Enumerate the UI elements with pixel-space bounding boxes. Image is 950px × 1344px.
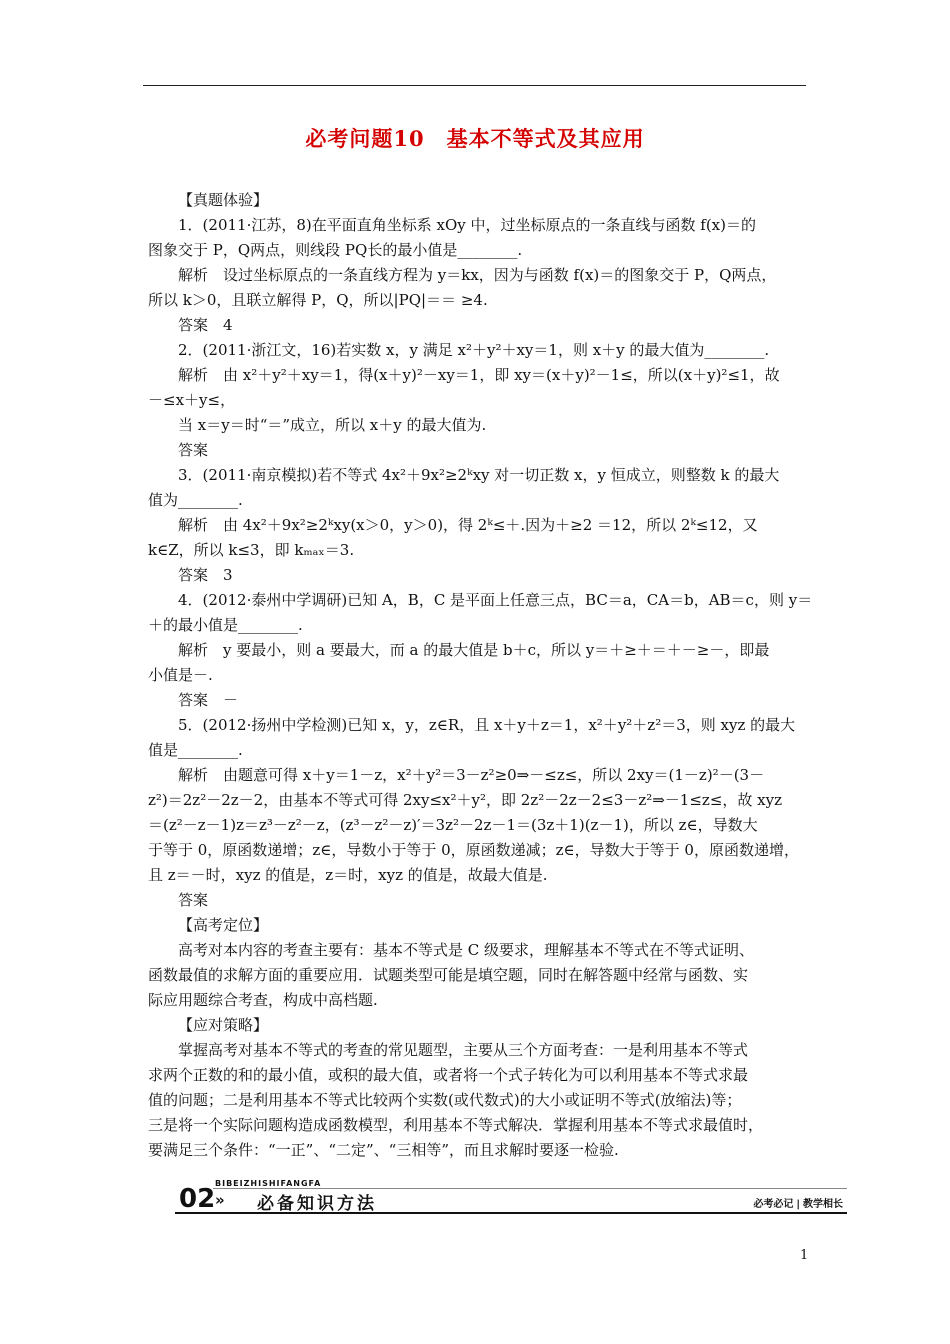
banner-arrow-icon: » <box>215 1191 225 1209</box>
banner-pinyin: BIBEIZHISHIFANGFA <box>215 1179 322 1188</box>
text-line: －≤x＋y≤， <box>148 391 236 409</box>
text-line: 高考对本内容的考查主要有：基本不等式是 C 级要求，理解基本不等式在不等式证明、 <box>178 941 755 959</box>
text-line: 值是________. <box>148 741 243 759</box>
banner-bottom-line <box>175 1212 847 1214</box>
text-line: 际应用题综合考查，构成中高档题. <box>148 991 378 1009</box>
banner-title: 必备知识方法 <box>257 1194 377 1214</box>
text-line: z²)＝2z²－2z－2，由基本不等式可得 2xy≤x²＋y²，即 2z²－2z－2≤3－z²⇒－1≤z≤，故 xyz <box>148 791 782 809</box>
text-line: 3．(2011·南京模拟)若不等式 4x²＋9x²≥2ᵏxy 对一切正数 x，y 恒成立，则整数 k 的最大 <box>178 466 780 484</box>
text-line: 答案 3 <box>178 566 233 584</box>
top-rule <box>143 85 806 86</box>
text-line: 解析 由题意可得 x＋y＝1－z，x²＋y²＝3－z²≥0⇒－≤z≤，所以 2xy＝(1－z)²－(3－ <box>178 766 765 784</box>
banner-right-sep: | <box>796 1199 800 1210</box>
banner-number: 02 <box>179 1184 216 1214</box>
text-line: 1．(2011·江苏，8)在平面直角坐标系 xOy 中，过坐标原点的一条直线与函数 f(x)＝的 <box>178 216 756 234</box>
text-line: 【真题体验】 <box>178 191 269 209</box>
document-body <box>148 188 813 1163</box>
banner-right-label <box>753 1195 843 1210</box>
section-banner <box>175 1178 847 1218</box>
banner-right-left: 必考必记 <box>753 1199 794 1210</box>
text-line: 解析 由 4x²＋9x²≥2ᵏxy(x＞0，y＞0)，得 2ᵏ≤＋.因为＋≥2 ＝12，所以 2ᵏ≤12，又 <box>178 516 758 534</box>
text-line: 值为________. <box>148 491 243 509</box>
text-line: ＋的最小值是________. <box>148 616 303 634</box>
text-line: 4．(2012·泰州中学调研)已知 A，B，C 是平面上任意三点，BC＝a，CA＝b，AB＝c，则 y＝ <box>178 591 813 609</box>
text-line: 5．(2012·扬州中学检测)已知 x，y，z∈R，且 x＋y＋z＝1，x²＋y²＋z²＝3，则 xyz 的最大 <box>178 716 796 734</box>
text-line: 【应对策略】 <box>178 1016 269 1034</box>
text-line: 答案 － <box>178 691 239 709</box>
text-line: 三是将一个实际问题构造成函数模型，利用基本不等式解决．掌握利用基本不等式求最值时， <box>148 1116 764 1134</box>
text-line: 【高考定位】 <box>178 916 269 934</box>
page-number: 1 <box>800 1248 809 1263</box>
text-line: 于等于 0，原函数递增；z∈，导数小于等于 0，原函数递减；z∈，导数大于等于 0，原函数递增， <box>148 841 799 859</box>
text-line: 小值是－. <box>148 666 213 684</box>
text-line: 值的问题；二是利用基本不等式比较两个实数(或代数式)的大小或证明不等式(放缩法)等； <box>148 1091 742 1109</box>
text-line: 答案 4 <box>178 316 233 334</box>
text-line: 解析 y 要最小，则 a 要最大，而 a 的最大值是 b＋c，所以 y＝＋≥＋＝＋－≥－，即最 <box>178 641 770 659</box>
text-line: k∈Z，所以 k≤3，即 kₘₐₓ＝3. <box>148 541 355 559</box>
banner-right-right: 教学相长 <box>803 1199 843 1210</box>
text-line: 要满足三个条件：“一正”、“二定”、“三相等”，而且求解时要逐一检验. <box>148 1141 619 1159</box>
text-line: 2．(2011·浙江文，16)若实数 x，y 满足 x²＋y²＋xy＝1，则 x＋y 的最大值为________. <box>178 341 770 359</box>
text-line: ＝(z²－z－1)z＝z³－z²－z，(z³－z²－z)′＝3z²－2z－1＝(3z＋1)(z－1)，所以 z∈，导数大 <box>148 816 758 834</box>
text-line: 答案 <box>178 891 209 909</box>
text-line: 图象交于 P，Q两点，则线段 PQ长的最小值是________. <box>148 241 523 259</box>
page-title: 必考问题10 基本不等式及其应用 <box>305 126 645 151</box>
text-line: 且 z＝－时，xyz 的值是，z＝时，xyz 的值是，故最大值是. <box>148 866 548 884</box>
text-line: 解析 设过坐标原点的一条直线方程为 y＝kx，因为与函数 f(x)＝的图象交于 P，Q两点， <box>178 266 777 284</box>
text-line: 解析 由 x²＋y²＋xy＝1，得(x＋y)²－xy＝1，即 xy＝(x＋y)²－1≤，所以(x＋y)²≤1，故 <box>178 366 780 384</box>
text-line: 掌握高考对基本不等式的考查的常见题型，主要从三个方面考查：一是利用基本不等式 <box>178 1041 749 1059</box>
text-line: 求两个正数的和的最小值，或积的最大值，或者将一个式子转化为可以利用基本不等式求最 <box>148 1066 749 1084</box>
text-line: 答案 <box>178 441 209 459</box>
text-line: 当 x＝y＝时“＝”成立，所以 x＋y 的最大值为. <box>178 416 487 434</box>
text-line: 所以 k＞0，且联立解得 P，Q，所以|PQ|＝＝ ≥4. <box>148 291 488 309</box>
text-line: 函数最值的求解方面的重要应用．试题类型可能是填空题，同时在解答题中经常与函数、实 <box>148 966 749 984</box>
